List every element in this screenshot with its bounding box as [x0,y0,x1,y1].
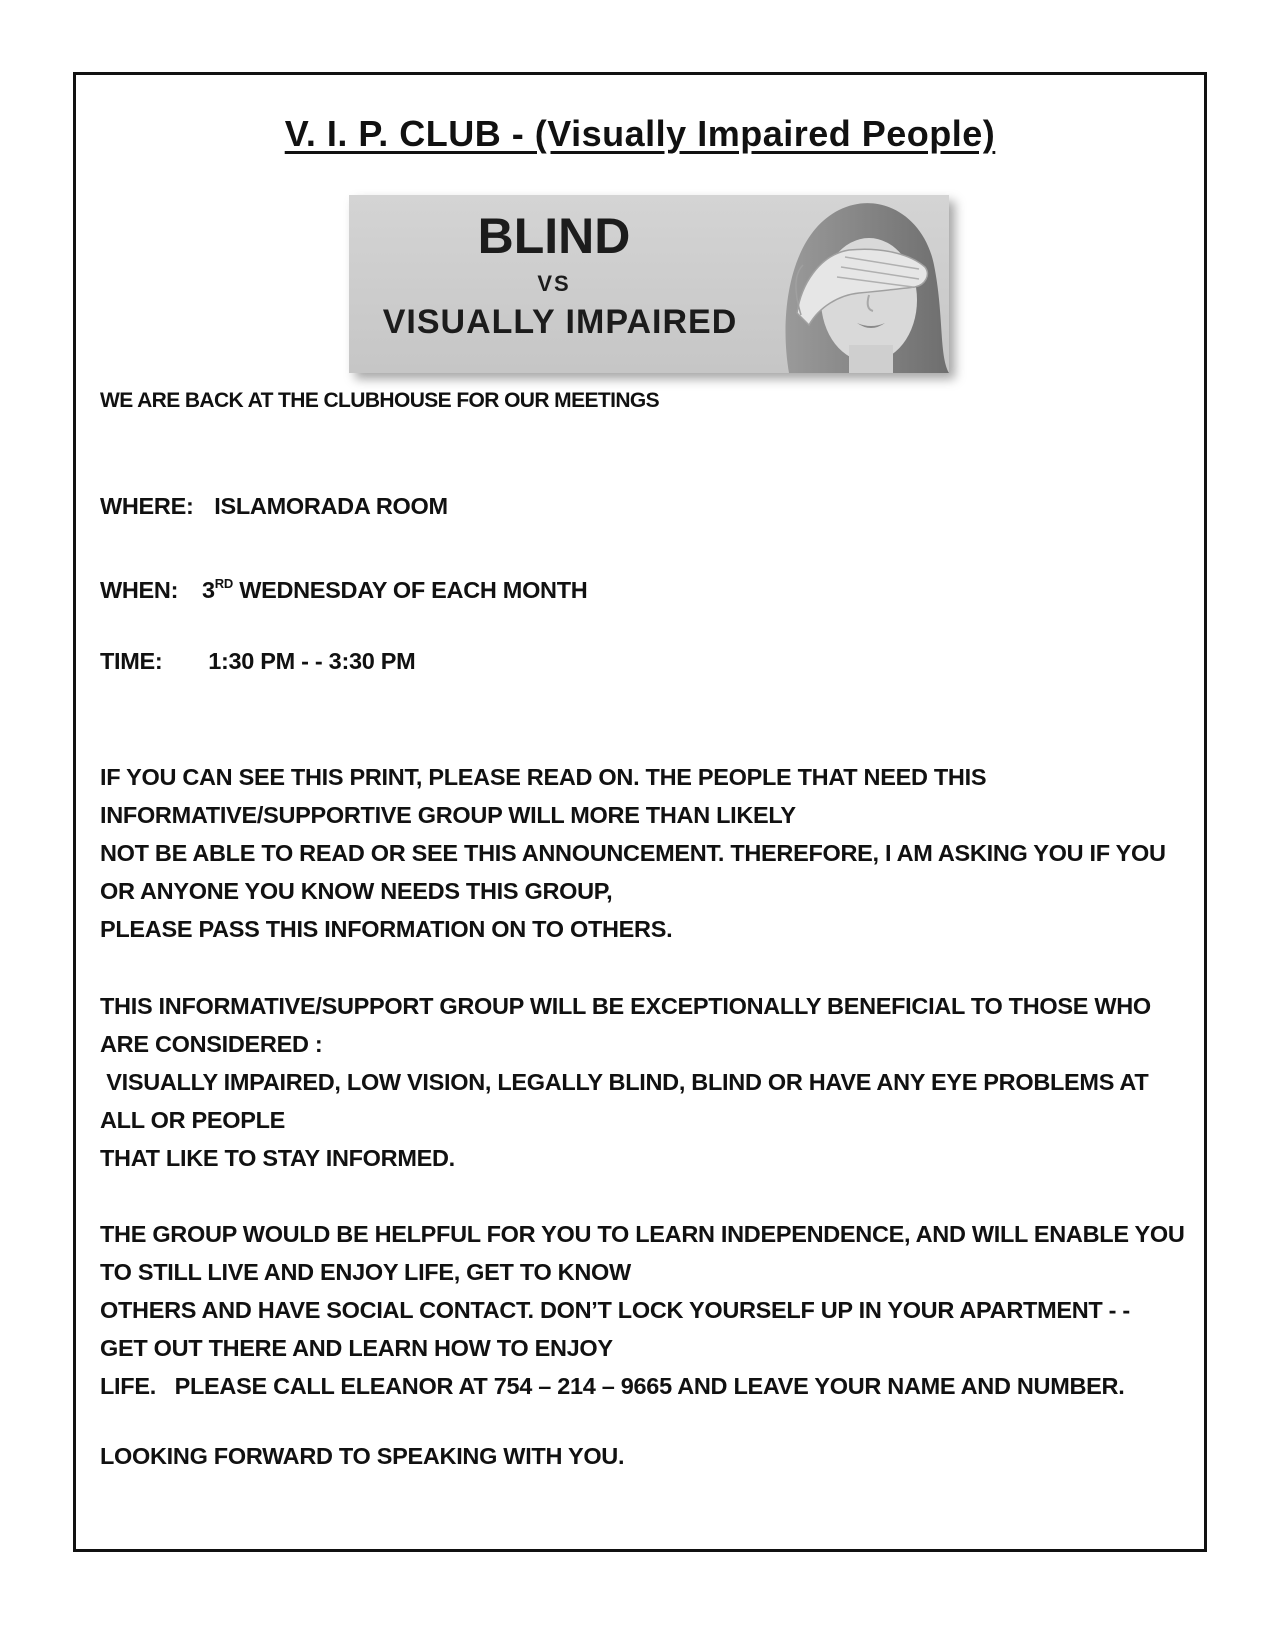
paragraph-2-line: ALL OR PEOPLE [100,1107,285,1133]
flyer-border [73,72,1207,1552]
paragraph-3-line: GET OUT THERE AND LEARN HOW TO ENJOY [100,1335,613,1361]
when-ordinal-suffix: RD [214,576,233,591]
banner-blind: BLIND [477,208,631,264]
paragraph-2-line: ARE CONSIDERED : [100,1031,323,1057]
paragraph-1 [100,758,1166,948]
when-line [100,565,587,609]
banner-vs: VS [537,271,571,296]
where-value: ISLAMORADA ROOM [214,493,448,519]
when-value: WEDNESDAY OF EACH MONTH [239,577,588,603]
paragraph-1-line: OR ANYONE YOU KNOW NEEDS THIS GROUP, [100,878,613,904]
paragraph-1-line: IF YOU CAN SEE THIS PRINT, PLEASE READ ON. THE PEOPLE THAT NEED THIS [100,764,987,790]
paragraph-1-line: INFORMATIVE/SUPPORTIVE GROUP WILL MORE THAN LIKELY [100,802,796,828]
paragraph-3-line: OTHERS AND HAVE SOCIAL CONTACT. DON’T LOCK YOURSELF UP IN YOUR APARTMENT - - [100,1297,1130,1323]
paragraph-3 [100,1215,1185,1405]
when-ordinal: 3 [202,577,215,603]
flyer-title: V. I. P. CLUB - (Visually Impaired People) [284,113,996,154]
paragraph-1-line: NOT BE ABLE TO READ OR SEE THIS ANNOUNCEMENT. THEREFORE, I AM ASKING YOU IF YOU [100,840,1166,866]
paragraph-1-line: PLEASE PASS THIS INFORMATION ON TO OTHERS. [100,916,673,942]
paragraph-2-line: THAT LIKE TO STAY INFORMED. [100,1145,455,1171]
paragraph-2 [100,987,1151,1177]
where-label: WHERE: [100,493,194,519]
intro-text: WE ARE BACK AT THE CLUBHOUSE FOR OUR MEETINGS [100,389,660,412]
when-label: WHEN: [100,577,179,603]
time-line [100,642,415,680]
woman-covering-eyes-icon [749,195,949,373]
time-label: TIME: [100,648,163,674]
where-line [100,487,448,525]
banner-image [349,195,949,373]
paragraph-3-line: TO STILL LIVE AND ENJOY LIFE, GET TO KNOW [100,1259,631,1285]
paragraph-3-line: LIFE. PLEASE CALL ELEANOR AT 754 – 214 – 9665 AND LEAVE YOUR NAME AND NUMBER. [100,1373,1125,1399]
paragraph-2-line: THIS INFORMATIVE/SUPPORT GROUP WILL BE EXCEPTIONALLY BENEFICIAL TO THOSE WHO [100,993,1151,1019]
paragraph-2-line: VISUALLY IMPAIRED, LOW VISION, LEGALLY BLIND, BLIND OR HAVE ANY EYE PROBLEMS AT [100,1069,1149,1095]
closing-text: LOOKING FORWARD TO SPEAKING WITH YOU. [100,1443,625,1469]
banner-visually-impaired: VISUALLY IMPAIRED [382,303,738,341]
time-value: 1:30 PM - - 3:30 PM [208,648,416,674]
paragraph-3-line: THE GROUP WOULD BE HELPFUL FOR YOU TO LEARN INDEPENDENCE, AND WILL ENABLE YOU [100,1221,1185,1247]
